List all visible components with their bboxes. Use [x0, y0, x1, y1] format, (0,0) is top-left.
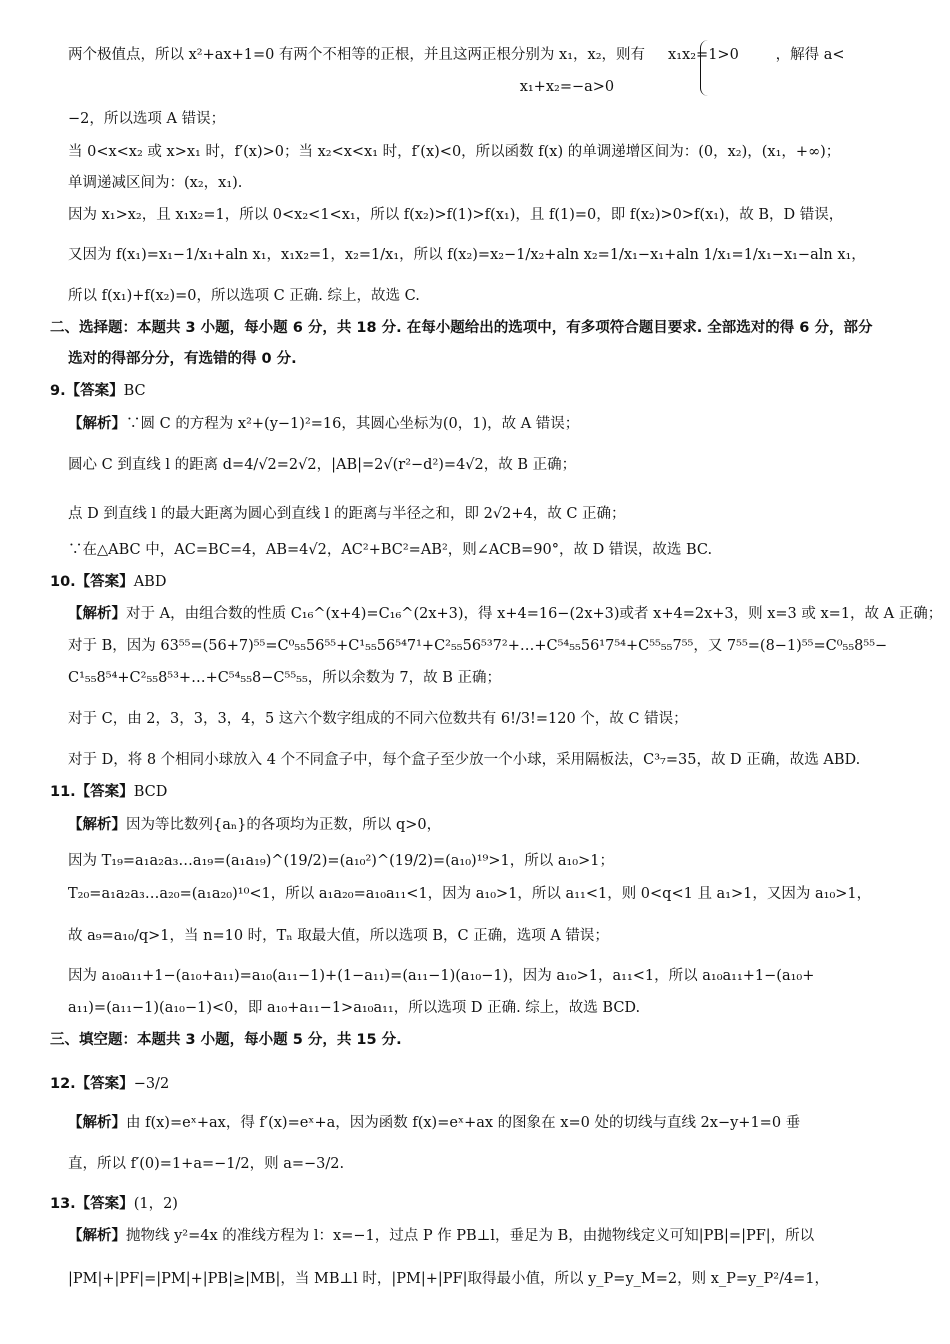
content-l10: 选对的得部分分，有选错的得 0 分.: [68, 351, 297, 367]
content-l01: 两个极值点，所以 x²+ax+1=0 有两个不相等的正根，并且这两正根分别为 x₁，x₂，则有 x₁x₂=1>0 ，解得 a<: [68, 47, 845, 63]
text-line-l30: [50, 1073, 900, 1095]
content-l15: ∵在△ABC 中，AC=BC=4，AB=4√2，AC²+BC²=AB²，则∠ACB=90°，故 D 错误，故选 BC.: [68, 542, 713, 558]
text-line-l10: [68, 348, 900, 370]
text-line-l03: [68, 108, 900, 130]
content-l20: 对于 C，由 2，3，3，3，4，5 这六个数字组成的不同六位数共有 6!/3!=120 个，故 C 错误；: [68, 711, 688, 727]
content-l34: 抛物线 y²=4x 的准线方程为 l：x=−1，过点 P 作 PB⊥l，垂足为 B，由抛物线定义可知|PB|=|PF|，所以: [126, 1228, 815, 1244]
content-l02: x₁+x₂=−a>0: [68, 79, 615, 95]
text-line-l16: [50, 571, 900, 593]
content-l03: −2，所以选项 A 错误；: [68, 111, 226, 127]
content-l09: 二、选择题：本题共 3 小题，每小题 6 分，共 18 分. 在每小题给出的选项中，有多项符合题目要求. 全部选对的得 6 分，部分: [50, 320, 873, 336]
text-line-l01: [68, 44, 900, 66]
label-l12: 【解析】: [68, 416, 126, 432]
text-line-l20: [68, 708, 900, 730]
content-l32: 直，所以 f′(0)=1+a=−1/2，则 a=−3/2.: [68, 1156, 345, 1172]
label-l33: 13.【答案】: [50, 1196, 134, 1212]
label-l23: 【解析】: [68, 817, 126, 833]
label-l22: 11.【答案】: [50, 784, 134, 800]
text-line-l29: [50, 1029, 900, 1051]
content-l28: a₁₁)=(a₁₁−1)(a₁₀−1)<0，即 a₁₀+a₁₁−1>a₁₀a₁₁，所以选项 D 正确. 综上，故选 BCD.: [68, 1000, 641, 1016]
text-line-l33: [50, 1193, 900, 1215]
content-l26: 故 a₉=a₁₀/q>1，当 n=10 时，Tₙ 取最大值，所以选项 B，C 正确，选项 A 错误；: [68, 928, 609, 944]
text-line-l26: [68, 925, 900, 947]
content-l19: C¹₅₅8⁵⁴+C²₅₅8⁵³+…+C⁵⁴₅₅8−C⁵⁵₅₅，所以余数为 7，故 B 正确；: [68, 670, 501, 686]
text-line-l18: [68, 635, 900, 657]
text-line-l05: [68, 172, 900, 194]
text-line-l02: [68, 76, 900, 98]
content-l07: 又因为 f(x₁)=x₁−1/x₁+aln x₁，x₁x₂=1，x₂=1/x₁，所以 f(x₂)=x₂−1/x₂+aln x₂=1/x₁−x₁+aln 1/x₁=1/x₁−x₁−aln x₁，: [68, 247, 866, 263]
text-line-l12: [68, 413, 900, 435]
content-l25: T₂₀=a₁a₂a₃…a₂₀=(a₁a₂₀)¹⁰<1，所以 a₁a₂₀=a₁₀a₁₁<1，因为 a₁₀>1，所以 a₁₁<1，则 0<q<1 且 a₁>1，又因为 a₁₀>1，: [68, 886, 872, 902]
text-line-l09: [50, 317, 900, 339]
text-line-l21: [68, 749, 900, 771]
content-l27: 因为 a₁₀a₁₁+1−(a₁₀+a₁₁)=a₁₀(a₁₁−1)+(1−a₁₁)=(a₁₁−1)(a₁₀−1)，因为 a₁₀>1，a₁₁<1，所以 a₁₀a₁₁+1−(a₁₀+: [68, 968, 815, 984]
content-l13: 圆心 C 到直线 l 的距离 d=4/√2=2√2，|AB|=2√(r²−d²)=4√2，故 B 正确；: [68, 457, 577, 473]
content-l11: BC: [123, 383, 146, 399]
text-line-l22: [50, 781, 900, 803]
content-l30: −3/2: [133, 1076, 170, 1092]
content-l23: 因为等比数列{aₙ}的各项均为正数，所以 q>0，: [126, 817, 442, 833]
content-l21: 对于 D，将 8 个相同小球放入 4 个不同盒子中，每个盒子至少放一个小球，采用隔板法，C³₇=35，故 D 正确，故选 ABD.: [68, 752, 861, 768]
text-line-l14: [68, 503, 900, 525]
content-l35: |PM|+|PF|=|PM|+|PB|≥|MB|，当 MB⊥l 时，|PM|+|PF|取得最小值，所以 y_P=y_M=2，则 x_P=y_P²/4=1，: [68, 1271, 830, 1287]
text-line-l31: [68, 1112, 900, 1134]
text-line-l04: [68, 141, 900, 163]
label-l16: 10.【答案】: [50, 574, 134, 590]
content-l06: 因为 x₁>x₂，且 x₁x₂=1，所以 0<x₂<1<x₁，所以 f(x₂)>f(1)>f(x₁)，且 f(1)=0，即 f(x₂)>0>f(x₁)，故 B，D 错误，: [68, 207, 844, 223]
label-l17: 【解析】: [68, 606, 126, 622]
label-l11: 9.【答案】: [50, 383, 124, 399]
text-line-l17: [68, 603, 943, 625]
content-l04: 当 0<x<x₂ 或 x>x₁ 时，f′(x)>0；当 x₂<x<x₁ 时，f′(x)<0，所以函数 f(x) 的单调递增区间为：(0，x₂)，(x₁，+∞)；: [68, 144, 841, 160]
text-line-l15: [68, 539, 900, 561]
text-line-l06: [68, 204, 900, 226]
content-l29: 三、填空题：本题共 3 小题，每小题 5 分，共 15 分.: [50, 1032, 402, 1048]
text-line-l24: [68, 850, 900, 872]
text-line-l28: [68, 997, 900, 1019]
content-l17: 对于 A，由组合数的性质 C₁₆^(x+4)=C₁₆^(2x+3)，得 x+4=16−(2x+3)或者 x+4=2x+3，则 x=3 或 x=1，故 A 正确；: [126, 606, 943, 622]
text-line-l11: [50, 380, 900, 402]
text-line-l32: [68, 1153, 900, 1175]
text-line-l13: [68, 454, 900, 476]
content-l31: 由 f(x)=eˣ+ax，得 f′(x)=eˣ+a，因为函数 f(x)=eˣ+ax 的图象在 x=0 处的切线与直线 2x−y+1=0 垂: [126, 1115, 801, 1131]
content-l14: 点 D 到直线 l 的最大距离为圆心到直线 l 的距离与半径之和，即 2√2+4，故 C 正确；: [68, 506, 626, 522]
label-l31: 【解析】: [68, 1115, 126, 1131]
label-l30: 12.【答案】: [50, 1076, 134, 1092]
text-line-l19: [68, 667, 900, 689]
text-line-l34: [68, 1225, 900, 1247]
content-l33: (1，2): [133, 1196, 178, 1212]
content-l16: ABD: [133, 574, 167, 590]
text-line-l08: [68, 285, 900, 307]
content-l24: 因为 T₁₉=a₁a₂a₃…a₁₉=(a₁a₁₉)^(19/2)=(a₁₀²)^(19/2)=(a₁₀)¹⁹>1，所以 a₁₀>1；: [68, 853, 614, 869]
label-l34: 【解析】: [68, 1228, 126, 1244]
content-l12: ∵圆 C 的方程为 x²+(y−1)²=16，其圆心坐标为(0，1)，故 A 错误；: [126, 416, 580, 432]
content-l18: 对于 B，因为 63⁵⁵=(56+7)⁵⁵=C⁰₅₅56⁵⁵+C¹₅₅56⁵⁴7¹+C²₅₅56⁵³7²+…+C⁵⁴₅₅56¹7⁵⁴+C⁵⁵₅₅7⁵⁵，又 7⁵⁵=(8−1)⁵⁵=C⁰₅₅8⁵⁵−: [68, 638, 888, 654]
text-line-l07: [68, 244, 900, 266]
text-line-l27: [68, 965, 900, 987]
content-l08: 所以 f(x₁)+f(x₂)=0，所以选项 C 正确. 综上，故选 C.: [68, 288, 420, 304]
content-l05: 单调递减区间为：(x₂，x₁).: [68, 175, 243, 191]
text-line-l35: [68, 1268, 900, 1290]
content-l22: BCD: [133, 784, 168, 800]
text-line-l25: [68, 883, 900, 905]
text-line-l23: [68, 814, 900, 836]
